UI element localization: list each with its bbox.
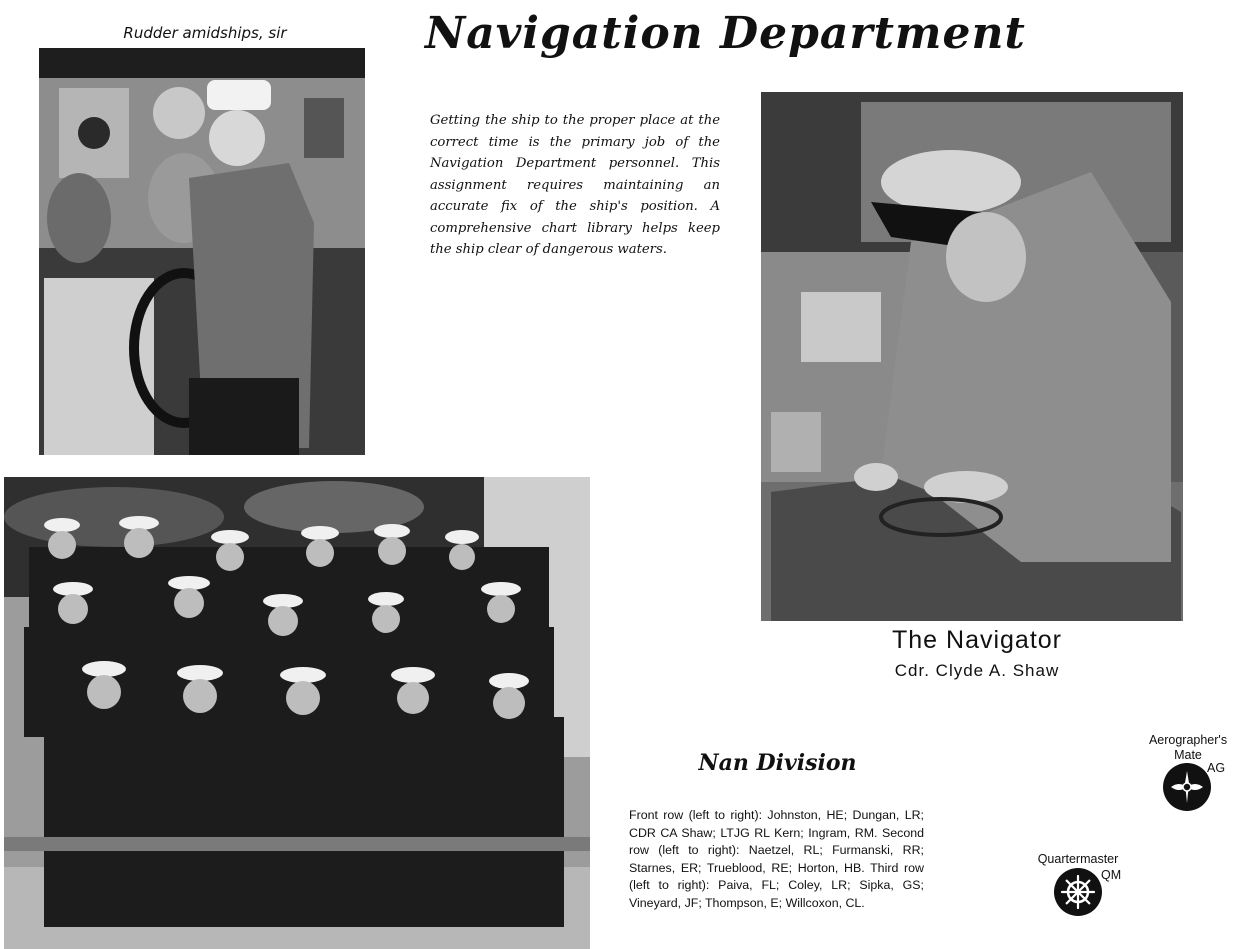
aerographer-label: Aerographer's Mate: [1148, 733, 1228, 762]
division-group-photo: [4, 477, 590, 949]
page-title: Navigation Department: [425, 8, 1026, 59]
navigator-title: The Navigator: [891, 626, 1063, 654]
quartermaster-label: Quartermaster: [1037, 852, 1119, 866]
quartermaster-insignia: [1028, 852, 1128, 922]
helm-photo-caption: Rudder amidships, sir: [123, 24, 287, 42]
quartermaster-abbr: QM: [1101, 868, 1122, 882]
division-roster: Front row (left to right): Johnston, HE; Dungan, LR; CDR CA Shaw; LTJG RL Kern; Ingram, RM. Second row (left to right): Naetzel, RL; Furmanski, RR; Starnes, ER; Trueblood, RE; Horton, HB. Third row (left to right): Paiva, FL; Coley, LR; Sipka, GS; Vineyard, JF; Thompson, E; Willcoxon, CL.: [629, 808, 924, 910]
navigator-photo: [761, 92, 1183, 621]
aerographer-abbr: AG: [1207, 761, 1226, 775]
ships-wheel-icon: [1054, 868, 1102, 916]
helm-photo: [39, 48, 365, 455]
aerographer-insignia: [1136, 733, 1240, 813]
navigator-name: Cdr. Clyde A. Shaw: [894, 661, 1060, 680]
division-title: Nan Division: [698, 750, 857, 776]
aerographer-wings-icon: [1163, 763, 1211, 811]
intro-paragraph: Getting the ship to the proper place at the correct time is the primary job of the Navigation Department personnel. This assignment requires maintaining an accurate fix of the ship's position. A comprehensive chart library helps keep the ship clear of dangerous waters.: [430, 113, 720, 257]
